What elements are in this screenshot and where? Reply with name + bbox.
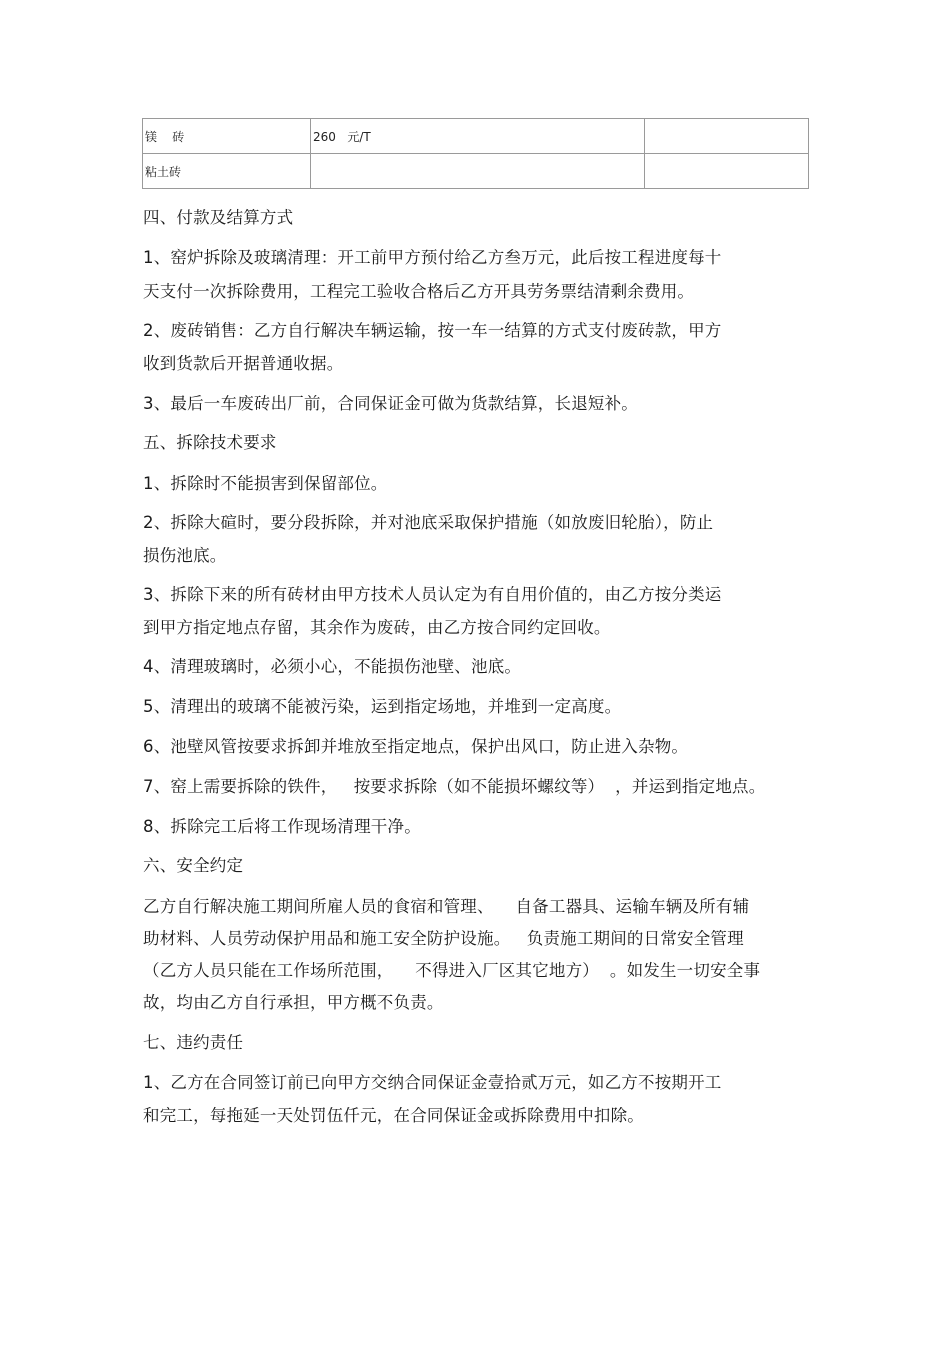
text-line: 天支付一次拆除费用，工程完工验收合格后乙方开具劳务票结清剩余费用。 [143,282,695,301]
text-line: 4、清理玻璃时，必须小心，不能损伤池壁、池底。 [143,657,522,676]
section-heading-technical: 五、拆除技术要求 [143,433,277,452]
text-line: 1、乙方在合同签订前已向甲方交纳合同保证金壹拾贰万元，如乙方不按期开工 [143,1073,722,1092]
text-line: 1、拆除时不能损害到保留部位。 [143,474,388,493]
text-line: 2、废砖销售：乙方自行解决车辆运输，按一车一结算的方式支付废砖款，甲方 [143,321,722,340]
price-cell [311,154,645,189]
text-line: 2、拆除大碹时，要分段拆除，并对池底采取保护措施（如放废旧轮胎），防止 [143,513,714,532]
text-line: 损伤池底。 [143,546,227,565]
text-line: 故，均由乙方自行承担，甲方概不负责。 [143,993,444,1012]
text-line: （乙方人员只能在工作场所范围， 不得进入厂区其它地方） 。如发生一切安全事 [143,961,761,980]
note-cell [645,154,809,189]
text-line: 1、窑炉拆除及玻璃清理：开工前甲方预付给乙方叁万元，此后按工程进度每十 [143,248,722,267]
price-cell: 260 元/T [311,119,645,154]
text-line: 到甲方指定地点存留，其余作为废砖，由乙方按合同约定回收。 [143,618,611,637]
text-line: 7、窑上需要拆除的铁件， 按要求拆除（如不能损坏螺纹等） ，并运到指定地点。 [143,777,766,796]
text-line: 3、最后一车废砖出厂前，合同保证金可做为货款结算，长退短补。 [143,394,638,413]
price-table [142,118,809,189]
note-cell [645,119,809,154]
table-row [143,154,809,189]
text-line: 和完工，每拖延一天处罚伍仟元，在合同保证金或拆除费用中扣除。 [143,1106,644,1125]
section-heading-payment: 四、付款及结算方式 [143,208,294,227]
text-line: 3、拆除下来的所有砖材由甲方技术人员认定为有自用价值的，由乙方按分类运 [143,585,722,604]
table-row [143,119,809,154]
text-line: 乙方自行解决施工期间所雇人员的食宿和管理、 自备工器具、运输车辆及所有辅 [143,897,750,916]
text-line: 5、清理出的玻璃不能被污染，运到指定场地，并堆到一定高度。 [143,697,622,716]
material-cell: 镁 砖 [143,119,311,154]
section-heading-safety: 六、安全约定 [143,856,244,875]
text-line: 助材料、人员劳动保护用品和施工安全防护设施。 负责施工期间的日常安全管理 [143,929,744,948]
text-line: 8、拆除完工后将工作现场清理干净。 [143,817,421,836]
text-line: 收到货款后开据普通收据。 [143,354,344,373]
material-cell: 粘土砖 [143,154,311,189]
text-line: 6、池壁风管按要求拆卸并堆放至指定地点，保护出风口，防止进入杂物。 [143,737,689,756]
section-heading-liability: 七、违约责任 [143,1033,244,1052]
